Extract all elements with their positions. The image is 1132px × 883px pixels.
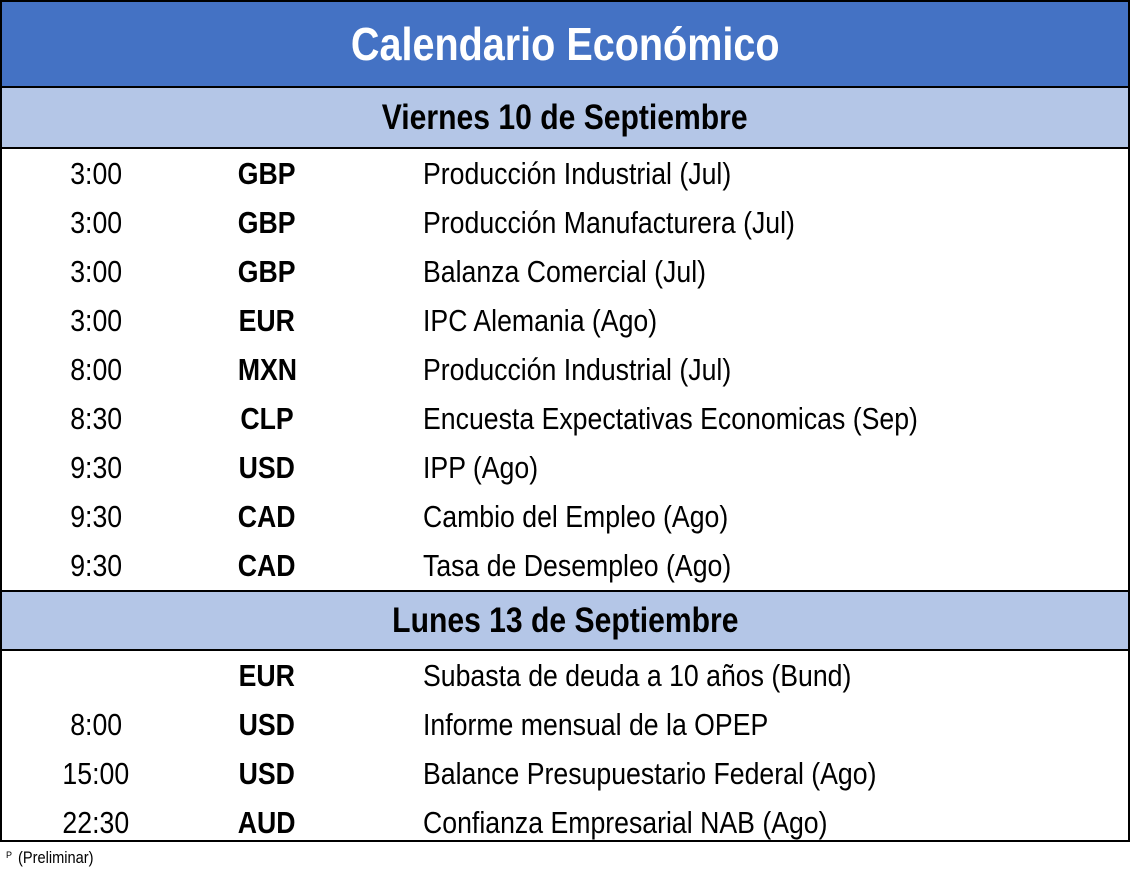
footnote [6, 848, 106, 868]
event-currency: GBP [238, 254, 296, 289]
event-currency: USD [238, 450, 296, 485]
event-time: 9:30 [70, 450, 122, 485]
event-description: Tasa de Desempleo (Ago) [423, 548, 732, 583]
event-row [2, 247, 1128, 296]
event-currency: EUR [238, 303, 296, 338]
event-row [2, 798, 1128, 847]
event-time [2, 651, 190, 700]
event-description: Producción Industrial (Jul) [423, 156, 732, 191]
event-description: IPP (Ago) [423, 450, 539, 485]
event-currency: MXN [237, 352, 297, 387]
event-row [2, 700, 1128, 749]
event-currency: USD [238, 756, 296, 791]
event-currency: GBP [238, 156, 296, 191]
event-row [2, 749, 1128, 798]
event-time: 8:30 [70, 401, 122, 436]
event-time: 8:00 [70, 707, 122, 742]
calendar-title: Calendario Económico [350, 18, 780, 70]
event-description: Subasta de deuda a 10 años (Bund) [423, 658, 852, 693]
event-time: 9:30 [70, 499, 122, 534]
event-row [2, 296, 1128, 345]
event-currency: CAD [238, 499, 296, 534]
event-time: 3:00 [70, 254, 122, 289]
event-description: Producción Industrial (Jul) [423, 352, 732, 387]
event-time: 9:30 [70, 548, 122, 583]
event-row [2, 651, 1128, 700]
event-currency: GBP [238, 205, 296, 240]
event-row [2, 394, 1128, 443]
event-time: 15:00 [62, 756, 130, 791]
event-row [2, 443, 1128, 492]
section-header-monday [2, 590, 1128, 651]
event-time: 3:00 [70, 205, 122, 240]
event-currency: EUR [238, 658, 296, 693]
event-currency: CAD [238, 548, 296, 583]
event-row [2, 492, 1128, 541]
event-currency: AUD [238, 805, 296, 840]
event-row [2, 149, 1128, 198]
event-description: Informe mensual de la OPEP [423, 707, 769, 742]
event-currency: CLP [240, 401, 294, 436]
footnote-marker: P [6, 850, 13, 860]
event-currency: USD [238, 707, 296, 742]
event-description: Balance Presupuestario Federal (Ago) [423, 756, 877, 791]
event-description: Balanza Comercial (Jul) [423, 254, 706, 289]
event-description: Producción Manufacturera (Jul) [423, 205, 795, 240]
section-header-friday [2, 88, 1128, 149]
section-header-label: Viernes 10 de Septiembre [382, 97, 748, 137]
event-time: 8:00 [70, 352, 122, 387]
section-header-label: Lunes 13 de Septiembre [391, 600, 739, 640]
footnote-text: (Preliminar) [18, 848, 94, 867]
event-time: 3:00 [70, 156, 122, 191]
event-description: Cambio del Empleo (Ago) [423, 499, 729, 534]
section-rows-friday [2, 149, 1128, 590]
event-description: Confianza Empresarial NAB (Ago) [423, 805, 828, 840]
event-row [2, 541, 1128, 590]
event-row [2, 198, 1128, 247]
event-time: 3:00 [70, 303, 122, 338]
section-rows-monday [2, 651, 1128, 847]
event-row [2, 345, 1128, 394]
event-time: 22:30 [62, 805, 130, 840]
calendar-title-bar [2, 2, 1128, 88]
event-description: IPC Alemania (Ago) [423, 303, 658, 338]
event-description: Encuesta Expectativas Economicas (Sep) [423, 401, 918, 436]
